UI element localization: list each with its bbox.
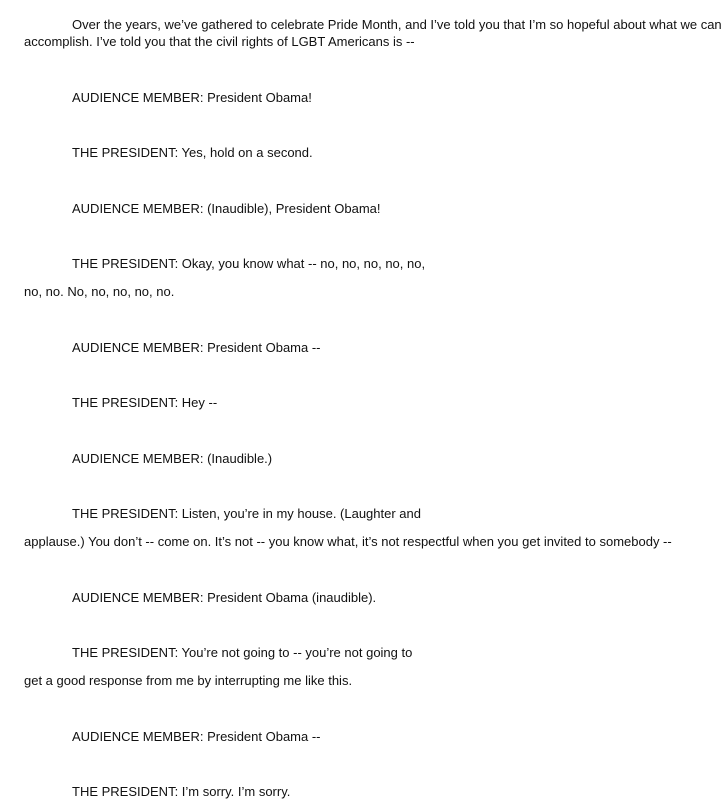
- dialogue-line: THE PRESIDENT: Okay, you know what -- no, no, no, no, no,: [72, 256, 426, 271]
- paragraph-line: accomplish. I’ve told you that the civil rights of LGBT Americans is --: [24, 34, 415, 49]
- dialogue-line: AUDIENCE MEMBER: President Obama --: [72, 729, 321, 744]
- dialogue-line: AUDIENCE MEMBER: President Obama!: [72, 90, 312, 105]
- paragraph-line: Over the years, we’ve gathered to celebrate Pride Month, and I’ve told you that I’m so hopeful about what we can: [72, 17, 722, 32]
- dialogue-line: AUDIENCE MEMBER: President Obama --: [72, 340, 321, 355]
- dialogue-line: AUDIENCE MEMBER: (Inaudible), President Obama!: [72, 201, 381, 216]
- dialogue-line: AUDIENCE MEMBER: President Obama (inaudible).: [72, 590, 377, 605]
- dialogue-line: no, no. No, no, no, no, no.: [24, 284, 175, 299]
- dialogue-line: THE PRESIDENT: You’re not going to -- you’re not going to: [72, 645, 413, 660]
- dialogue-line: AUDIENCE MEMBER: (Inaudible.): [72, 451, 273, 466]
- dialogue-line: THE PRESIDENT: Yes, hold on a second.: [72, 145, 313, 160]
- dialogue-line: applause.) You don’t -- come on. It’s not -- you know what, it’s not respectful when you get invited to somebody --: [24, 534, 672, 549]
- dialogue-line: THE PRESIDENT: Hey --: [72, 395, 218, 410]
- dialogue-line: get a good response from me by interrupting me like this.: [24, 673, 353, 688]
- dialogue-line: THE PRESIDENT: I’m sorry. I’m sorry.: [72, 784, 291, 799]
- dialogue-line: THE PRESIDENT: Listen, you’re in my house. (Laughter and: [72, 506, 421, 521]
